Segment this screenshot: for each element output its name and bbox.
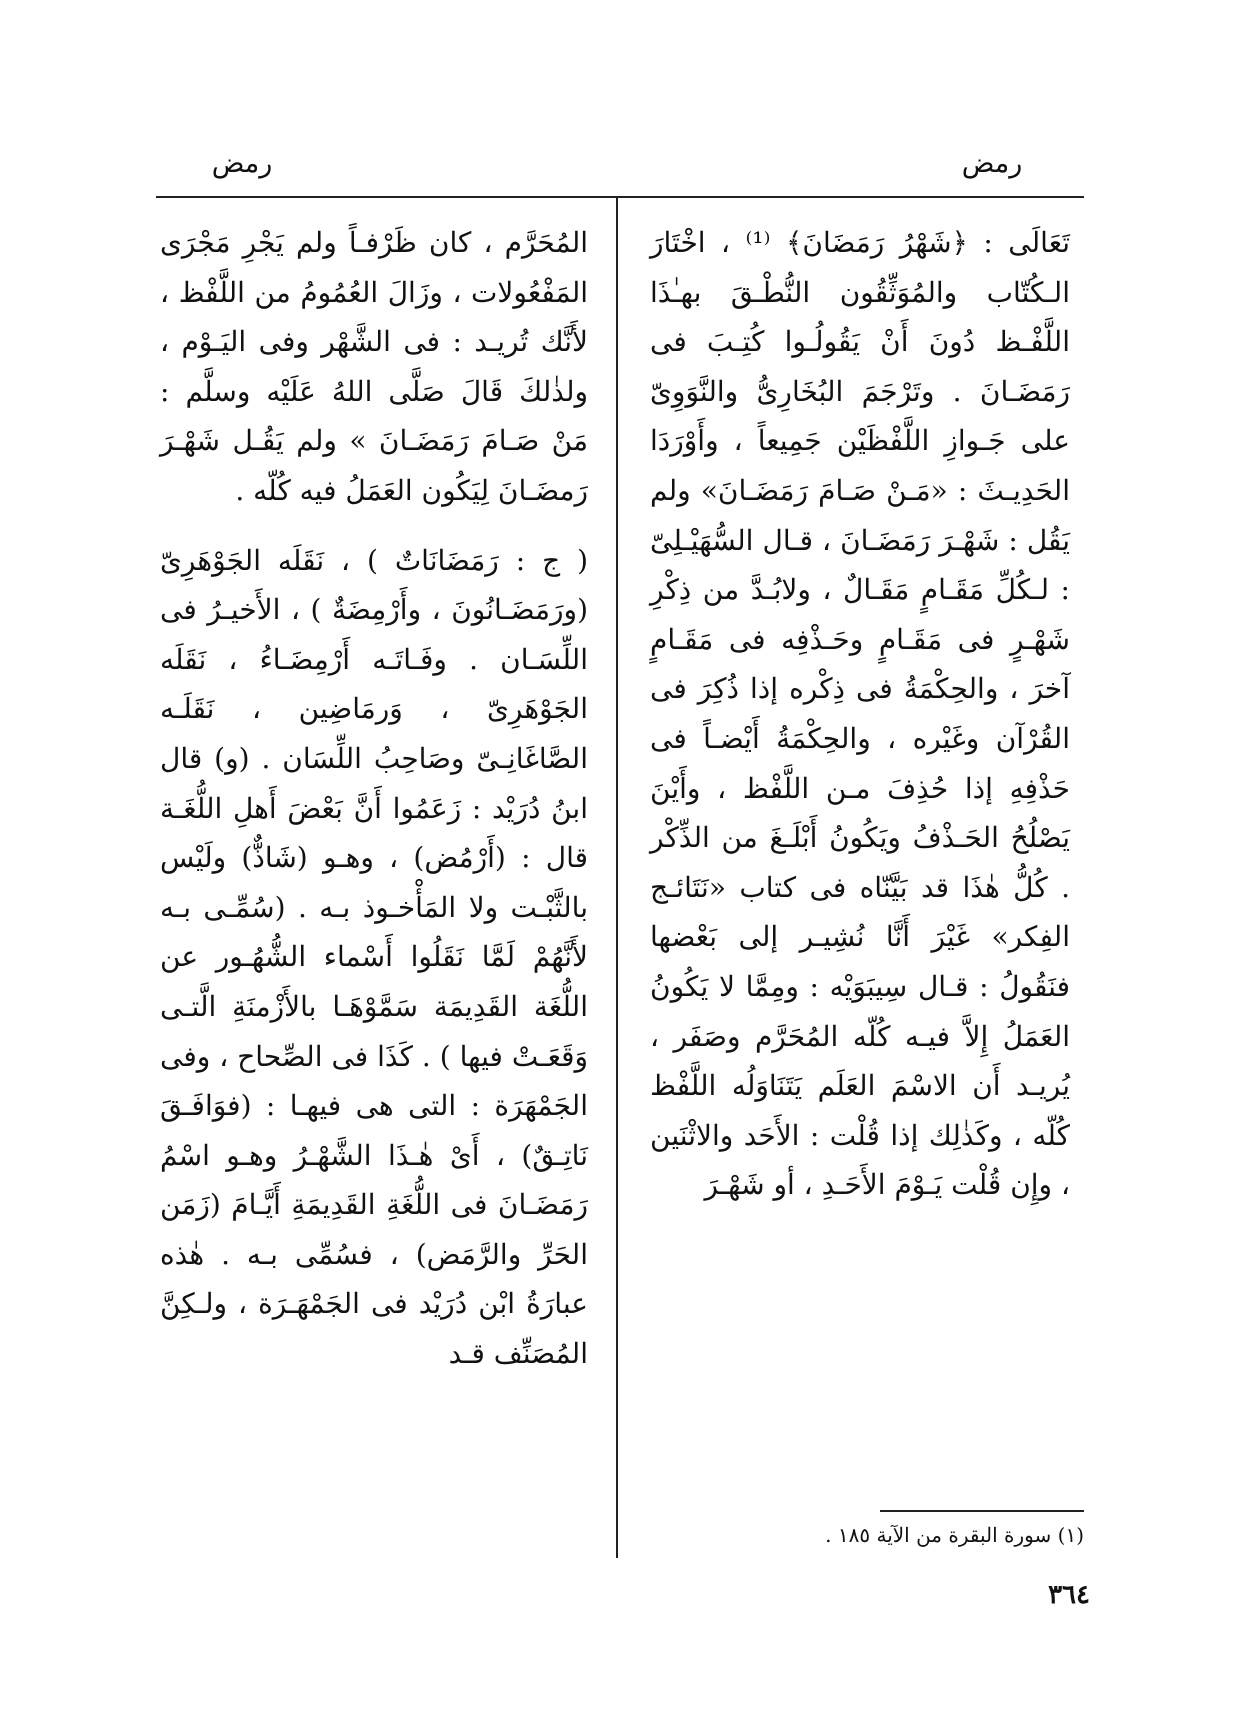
header-word-right: رمض (961, 148, 1023, 179)
right-column (650, 218, 1070, 1210)
page-number: ٣٦٤ (1048, 1580, 1090, 1610)
left-column (160, 218, 588, 1379)
left-column-paragraph-2: ( ج : رَمَضَانَاتٌ ) ، نَقَلَه الجَوْهَرِىّ (ورَمَضَـانُونَ ، وأَرْمِضَةٌ ) ، الأَخيـرُ فى اللِّسَـان . وفَـاتَـه أَرْمِضَـاءُ ، نَقَلَه الجَوْهَرِىّ ، وَرمَاضِين ، نَقَلَـه الصَّاغَانِـىّ وصَاحِبُ اللِّسَان . (و) قال ابنُ دُرَيْد : زَعَمُوا أَنَّ بَعْضَ أَهلِ اللُّغَـة قال : (أَرْمُض) ، وهـو (شَاذٌّ) ولَيْس بالثَّبْـت ولا المَأْخـوذ بـه . (سُمِّـى بـه لأَنَّهُمْ لَمَّا نَقَلُوا أَسْماء الشُّهُـور عن اللُّغَة القَدِيمَة سَمَّوْهَـا بالأَزْمنَةِ الَّتـى وَقَعَـتْ فيها ) . كَذَا فى الصِّحاح ، وفى الجَمْهَرَة : التى هى فيهـا : (فوَافَـقَ نَاتِـقٌ) ، أَىْ هٰـذَا الشَّهْـرُ وهـو اسْمُ رَمَضَـانَ فى اللُّغَةِ القَدِيمَةِ أَيَّـامَ (زَمَن الحَرِّ والرَّمَض) ، فسُمِّى بـه . هٰذه عبارَةُ ابْن دُرَيْد فى الجَمْهَـرَة ، ولـكِنَّ المُصَنِّف قـد (160, 543, 588, 1371)
column-divider (616, 198, 618, 1558)
footnote: (١) سورة البقرة من الآية ١٨٥ . (825, 1523, 1084, 1547)
right-column-text: تَعَالَى : ﴿شَهْرُ رَمَضَانَ﴾ ⁽¹⁾ ، اخْتَارَ الـكُتّاب والمُوَثِّقُون النُّطْـقَ بهـٰذَا اللَّفْـظ دُونَ أَنْ يَقُولُـوا كُتِـبَ فى رَمَضَـانَ . وتَرْجَمَ البُخَارِىُّ والنَّوَوِىّ على جَـوازِ اللَّفْظَيْن جَمِيعاً ، وأَوْرَدَا الحَدِيـثَ : «مَـنْ صَـامَ رَمَضَـانَ» ولم يَقُل : شَهْـرَ رَمَضَـانَ ، قـال السُّهَيْـلِىّ : لـكُلِّ مَقَـامٍ مَقَـالٌ ، ولابُـدَّ من ذِكْرِ شَهْـرٍ فى مَقَـامٍ وحَـذْفِه فى مَقَـامٍ آخرَ ، والحِكْمَةُ فى ذِكْره إذا ذُكِرَ فى القُرْآن وغَيْره ، والحِكْمَةُ أَيْضـاً فى حَذْفِهِ إذا حُذِفَ مـن اللَّفْظ ، وأَيْنَ يَصْلُحُ الحَـذْفُ ويَكُونُ أَبْلَـغَ من الذِّكْر . كُلُّ هٰذَا قد بَيَّنّاه فى كتاب «نَتَائـج الفِكر» غَيْرَ أَنَّا نُشِيـر إلى بَعْضها فنَقُولُ : قـال سِيبَوَيْه : ومِمَّا لا يَكُونُ العَمَلُ إِلاَّ فيـه كُلّه المُحَرَّم وصَفَر ، يُريـد أَن الاسْمَ العَلَم يَتَنَاوَلُه اللَّفْظ كُلّه ، وكَذٰلِك إذا قُلْت : الأَحَد والاثْنَين ، وإِن قُلْت يَـوْمَ الأَحَـدِ ، أو شَهْـرَ (650, 226, 1071, 1202)
header-rule (156, 196, 1084, 198)
header-word-left: رمض (211, 148, 273, 179)
left-column-paragraph-1: المُحَرَّم ، كان ظَرْفـاً ولم يَجْرِ مَجْرَى المَفْعُولات ، وزَالَ العُمُومُ من اللَّفْظ ، لأَنَّك تُريـد : فى الشَّهْر وفى اليَـوْم ، ولذٰلكَ قَالَ صَلَّى اللهُ عَلَيْه وسلَّم : مَنْ صَـامَ رَمَضَـانَ » ولم يَقُـل شَهْـرَ رَمضَـانَ لِيَكُون العَمَلُ فيه كُلّه . (160, 226, 588, 507)
footnote-rule (880, 1510, 1084, 1512)
